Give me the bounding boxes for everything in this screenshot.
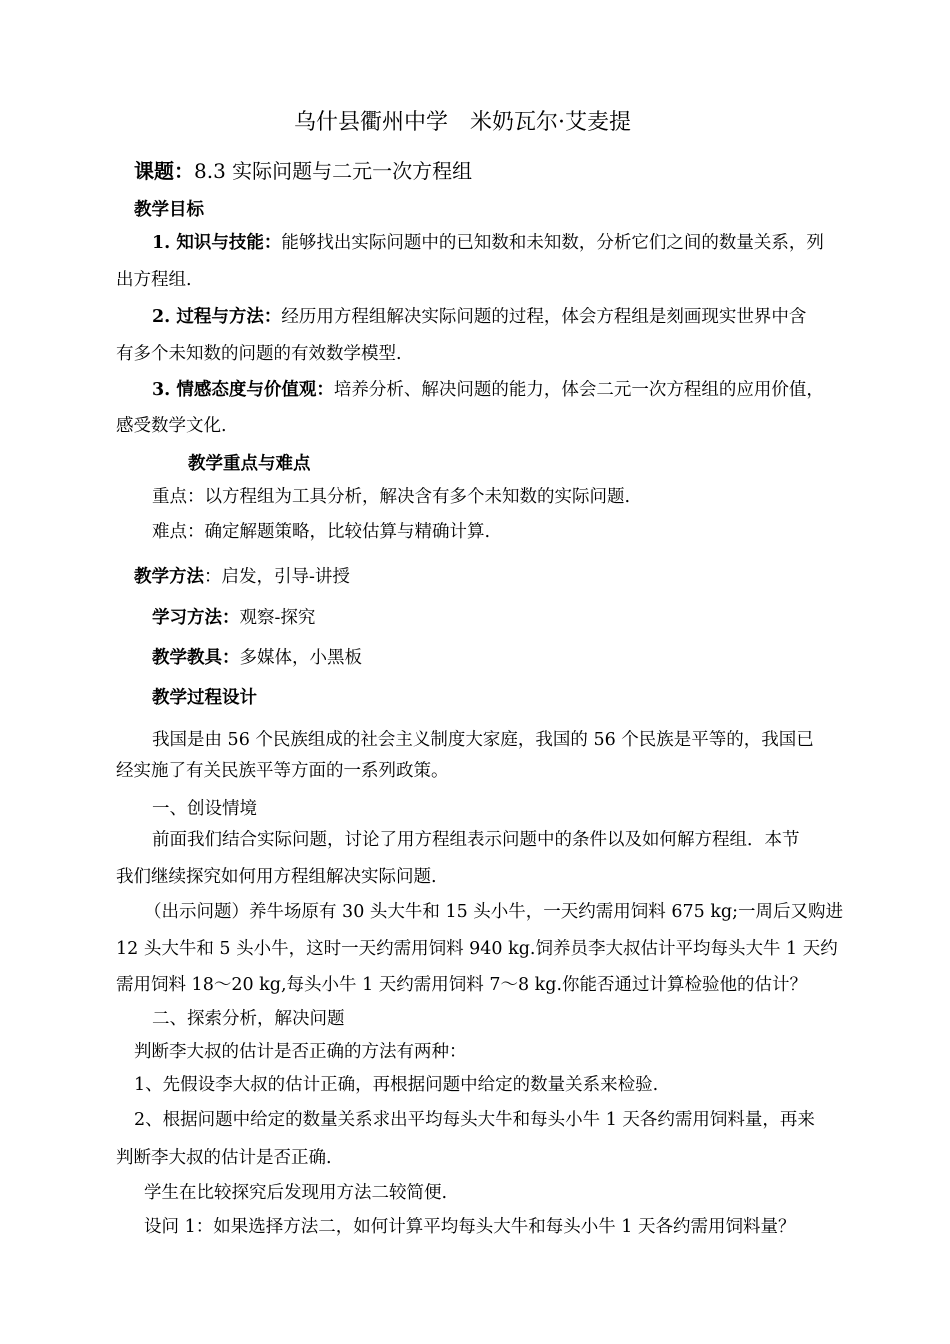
- objectives-heading: 教学目标: [134, 200, 204, 220]
- teaching-tools: [152, 650, 362, 668]
- paragraph-3-line-3: 需用饲料 18～20 kg,每头小牛 1 天约需用饲料 7～8 kg.你能否通过计算检验他的估计？: [116, 975, 808, 995]
- paragraph-5: 学生在比较探究后发现用方法二较简便.: [144, 1183, 448, 1203]
- keypoints-heading: 教学重点与难点: [188, 454, 311, 474]
- paragraph-1-line-1: 我国是由 56 个民族组成的社会主义制度大家庭，我国的 56 个民族是平等的，我国已: [152, 730, 814, 750]
- objective-2-text: 经历用方程组解决实际问题的过程，体会方程组是刻画现实世界中含: [281, 307, 807, 327]
- objective-1-label: 1. 知识与技能：: [152, 233, 282, 253]
- objective-1: [152, 235, 824, 253]
- paragraph-2-line-2: 我们继续探究如何用方程组解决实际问题.: [116, 867, 437, 887]
- objective-3-text: 培养分析、解决问题的能力，体会二元一次方程组的应用价值，: [333, 380, 824, 400]
- paragraph-3-line-1: （出示问题）养牛场原有 30 头大牛和 15 头小牛，一天约需用饲料 675 kg;一周后又购进: [144, 902, 844, 922]
- paragraph-4: 判断李大叔的估计是否正确的方法有两种：: [134, 1042, 467, 1062]
- page-title: 乌什县衢州中学 米奶瓦尔·艾麦提: [294, 110, 631, 135]
- objective-3-label: 3. 情感态度与价值观：: [152, 380, 334, 400]
- course-value: 8.3 实际问题与二元一次方程组: [194, 159, 473, 183]
- method-2-line-1: 2、根据问题中给定的数量关系求出平均每头大牛和每头小牛 1 天各约需用饲料量，再来: [134, 1110, 815, 1130]
- learning-method-value: 观察-探究: [239, 608, 316, 628]
- teaching-method: [134, 569, 350, 587]
- objective-3: [152, 382, 824, 400]
- objective-2-label: 2. 过程与方法：: [152, 307, 282, 327]
- key-point: 重点：以方程组为工具分析，解决含有多个未知数的实际问题.: [152, 487, 631, 507]
- course-label: 课题：: [134, 159, 194, 183]
- method-2-line-2: 判断李大叔的估计是否正确.: [116, 1148, 332, 1168]
- difficult-point: 难点：确定解题策略，比较估算与精确计算.: [152, 522, 491, 542]
- objective-1-cont: 出方程组.: [116, 270, 192, 290]
- process-heading: 教学过程设计: [152, 688, 257, 708]
- question-1: 设问 1：如果选择方法二，如何计算平均每头大牛和每头小牛 1 天各约需用饲料量？: [144, 1217, 796, 1237]
- teaching-tools-value: 多媒体，小黑板: [239, 648, 362, 668]
- objective-2: [152, 309, 806, 327]
- teaching-method-value: ：启发，引导-讲授: [204, 567, 350, 587]
- section-1-heading: 一、创设情境: [152, 799, 257, 819]
- learning-method: [152, 610, 315, 628]
- course-title: [134, 161, 472, 181]
- objective-2-cont: 有多个未知数的问题的有效数学模型.: [116, 344, 402, 364]
- learning-method-label: 学习方法：: [152, 608, 240, 628]
- section-2-heading: 二、探索分析，解决问题: [152, 1009, 345, 1029]
- teaching-tools-label: 教学教具：: [152, 648, 240, 668]
- paragraph-2-line-1: 前面我们结合实际问题，讨论了用方程组表示问题中的条件以及如何解方程组．本节: [152, 830, 800, 850]
- paragraph-1-line-2: 经实施了有关民族平等方面的一系列政策。: [116, 761, 449, 781]
- paragraph-3-line-2: 12 头大牛和 5 头小牛，这时一天约需用饲料 940 kg.饲养员李大叔估计平均每头大牛 1 天约: [116, 939, 838, 959]
- teaching-method-label: 教学方法: [134, 567, 204, 587]
- objective-1-text: 能够找出实际问题中的已知数和未知数，分析它们之间的数量关系，列: [281, 233, 824, 253]
- method-1: 1、先假设李大叔的估计正确，再根据问题中给定的数量关系来检验.: [134, 1075, 659, 1095]
- objective-3-cont: 感受数学文化.: [116, 416, 227, 436]
